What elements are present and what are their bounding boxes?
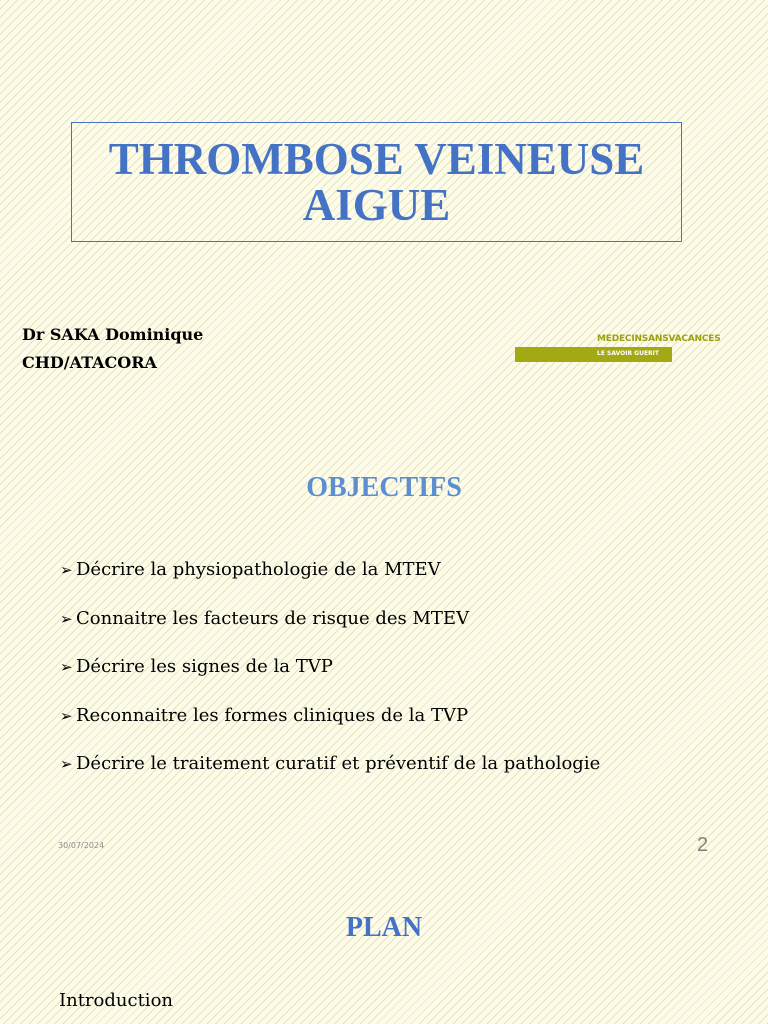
arrow-bullet-icon: ➢ [60,609,73,628]
logo-tagline: LE SAVOIR GUERIT [597,350,659,357]
author-name: Dr SAKA Dominique [22,325,204,344]
objectives-list [60,558,600,801]
logo-name: MEDECINSANSVACANCES [597,334,721,344]
medecinsansvacances-logo [515,334,725,364]
objective-item [60,607,600,656]
arrow-bullet-icon: ➢ [60,706,73,725]
plan-heading: PLAN [345,912,423,943]
slide-date: 30/07/2024 [58,841,105,850]
objective-text: Décrire la physiopathologie de la MTEV [76,559,441,580]
objective-item [60,752,600,801]
objective-item [60,655,600,704]
objective-item [60,558,600,607]
objective-text: Décrire les signes de la TVP [76,656,333,677]
plan-item-introduction: Introduction [59,990,173,1011]
author-organization: CHD/ATACORA [22,353,157,372]
objectives-heading: OBJECTIFS [306,472,462,503]
arrow-bullet-icon: ➢ [60,755,73,773]
objective-text: Reconnaitre les formes cliniques de la TVP [76,704,469,726]
title-box [71,122,682,242]
objective-text: Décrire le traitement curatif et préventif de la pathologie [76,753,601,774]
presentation-title: THROMBOSE VEINEUSE AIGUE [108,134,645,230]
author-block [22,321,203,377]
arrow-bullet-icon: ➢ [60,561,73,579]
objective-text: Connaitre les facteurs de risque des MTEV [76,607,470,629]
objective-item [60,704,600,753]
arrow-bullet-icon: ➢ [60,658,73,676]
slide-page-number: 2 [697,834,709,856]
